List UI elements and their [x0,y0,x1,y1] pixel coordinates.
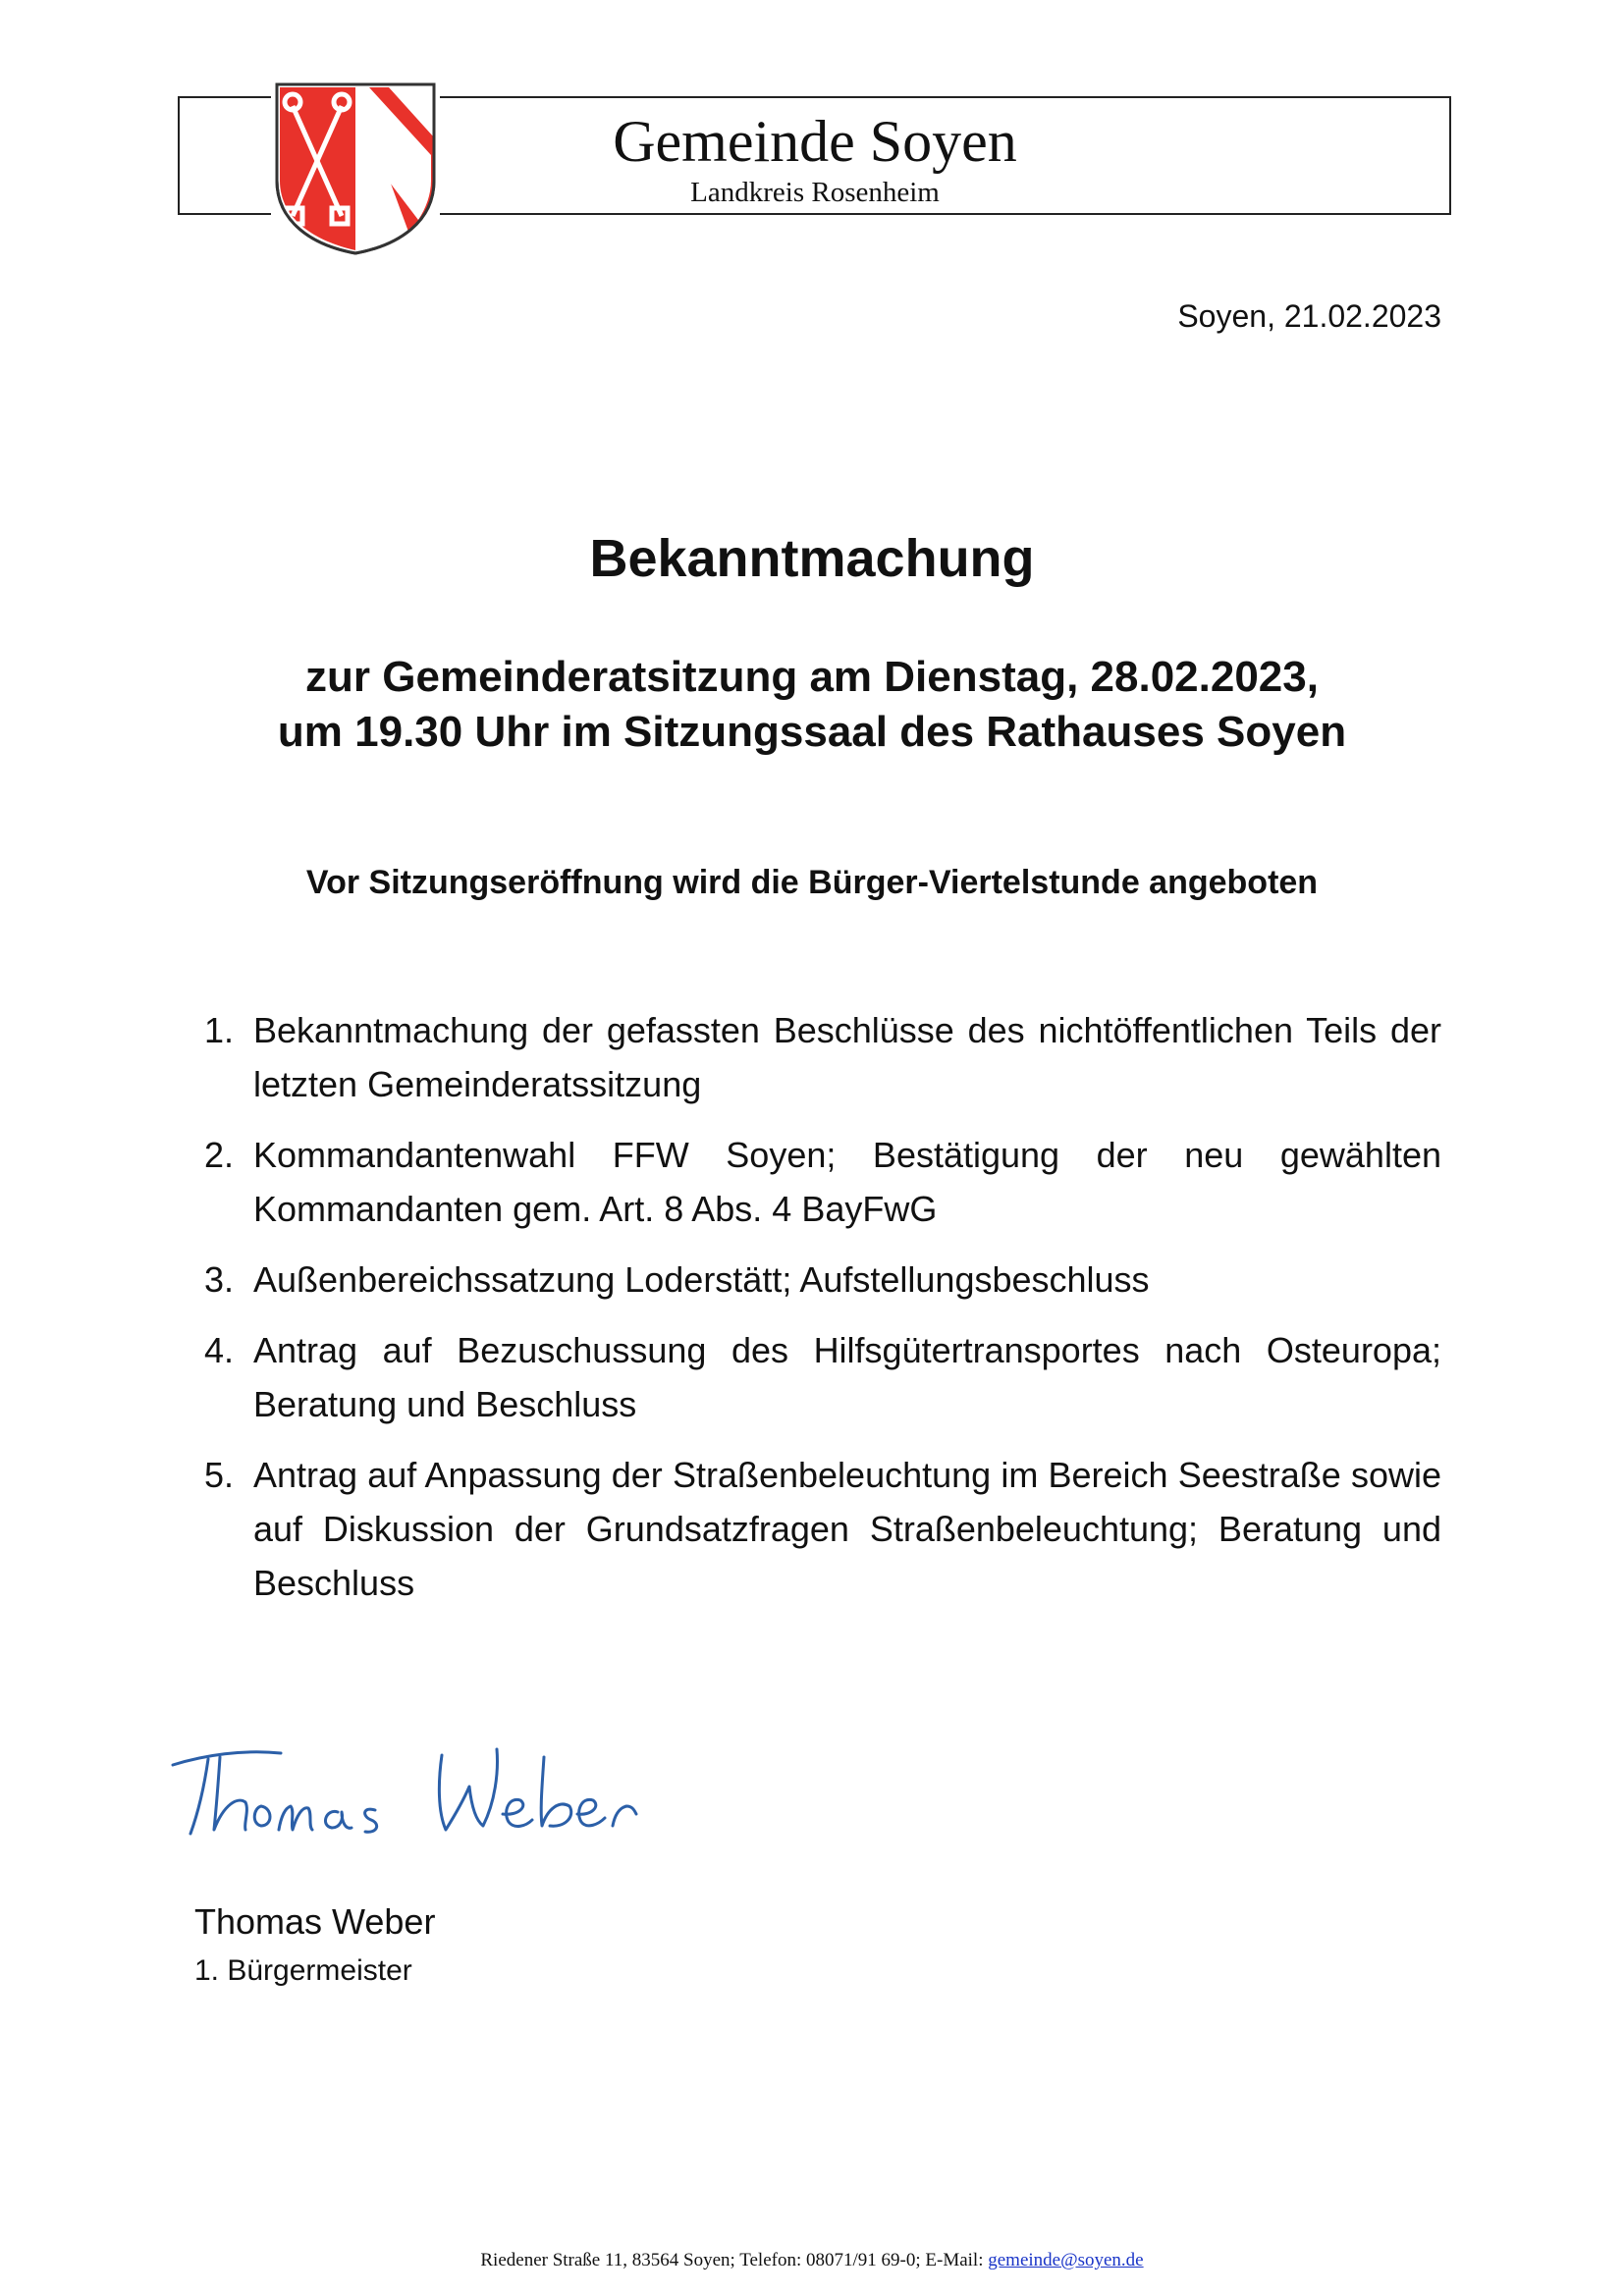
municipality-name: Gemeinde Soyen [613,109,1017,174]
meeting-details-line-1: zur Gemeinderatsitzung am Dienstag, 28.02.2023, [305,653,1319,701]
agenda-item-text: Antrag auf Anpassung der Straßenbeleuchtung im Bereich Seestraße sowie auf Diskussion der Grundsatzfragen Straßenbeleuchtung; Beratung und Beschluss [253,1455,1441,1603]
email-link[interactable]: gemeinde@soyen.de [988,2250,1144,2270]
agenda-item-number: 1. [203,1010,234,1050]
agenda-item [192,1003,1441,1111]
agenda-item [192,1128,1441,1236]
footer-address: Riedener Straße 11, 83564 Soyen; Telefon: 08071/91 69-0; E-Mail: [480,2250,989,2270]
district-name: Landkreis Rosenheim [690,177,940,208]
agenda-item-number: 2. [203,1135,234,1175]
meeting-details [0,650,1624,760]
agenda-item [192,1448,1441,1610]
agenda-item-number: 5. [203,1455,234,1495]
agenda-item-text: Antrag auf Bezuschussung des Hilfsgütertransportes nach Osteuropa; Beratung und Beschluss [253,1330,1441,1424]
agenda-item-text: Bekanntmachung der gefassten Beschlüsse des nichtöffentlichen Teils der letzten Gemeinderatssitzung [253,1010,1441,1104]
agenda-item [192,1253,1441,1307]
handwritten-signature [165,1728,656,1845]
agenda-item-text: Kommandantenwahl FFW Soyen; Bestätigung der neu gewählten Kommandanten gem. Art. 8 Abs. 4 BayFwG [253,1135,1441,1229]
signer-name: Thomas Weber [194,1901,436,1942]
agenda-item-number: 4. [203,1330,234,1370]
meeting-details-line-2: um 19.30 Uhr im Sitzungssaal des Rathauses Soyen [277,708,1347,756]
coat-of-arms-icon [271,79,440,257]
agenda-list [192,1003,1441,1627]
agenda-item-text: Außenbereichssatzung Loderstätt; Aufstellungsbeschluss [253,1259,1150,1300]
agenda-item-number: 3. [203,1259,234,1300]
agenda-item [192,1323,1441,1431]
citizens-notice: Vor Sitzungseröffnung wird die Bürger-Viertelstunde angeboten [305,864,1319,901]
signer-role: 1. Bürgermeister [194,1954,412,1987]
footer-contact [0,2248,1624,2273]
document-date: Soyen, 21.02.2023 [1177,298,1441,334]
page-title: Bekanntmachung [589,529,1035,588]
